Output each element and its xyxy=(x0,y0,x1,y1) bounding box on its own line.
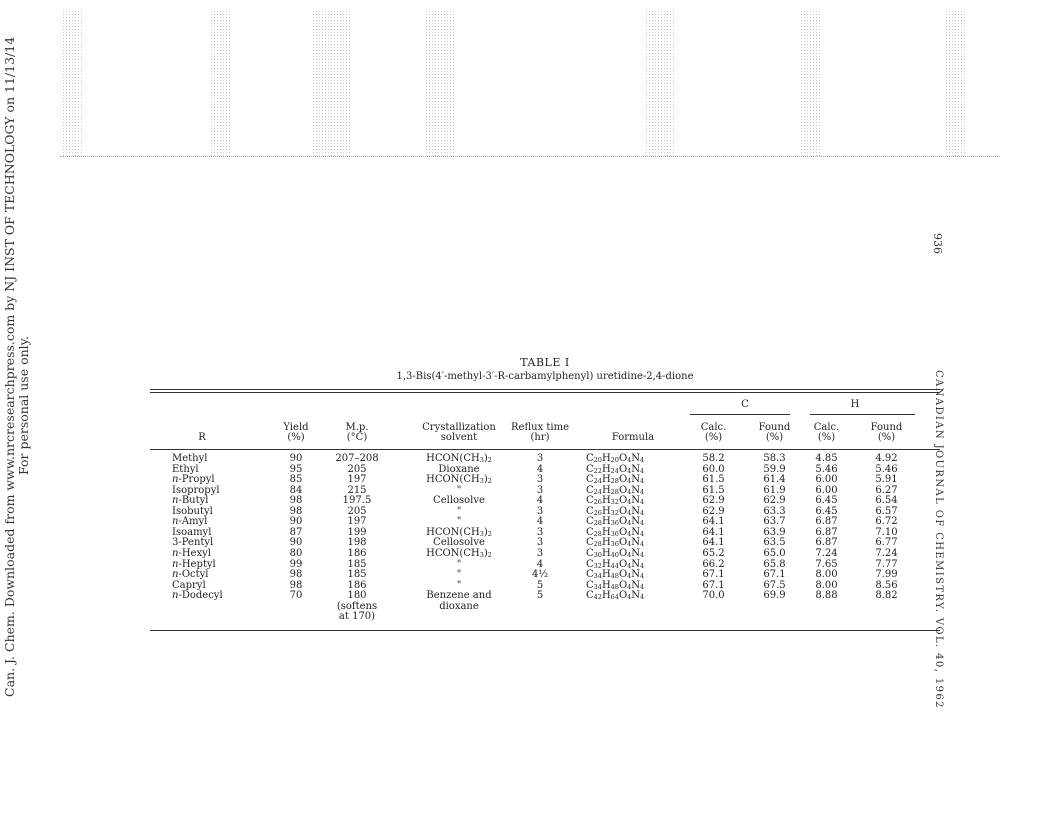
cell-h-found: 5.46 xyxy=(875,463,898,475)
cell-yield: 80 xyxy=(289,547,303,559)
page-number: 936 xyxy=(931,233,944,254)
cell-solvent: Cellosolve xyxy=(433,495,485,507)
cell-reflux-time: 3 xyxy=(536,453,544,464)
cell-c-calc: 66.2 xyxy=(702,558,725,570)
bleed-through-rule xyxy=(60,156,1000,157)
cell-h-found: 7.77 xyxy=(875,558,898,570)
cell-reflux-time: 3 xyxy=(536,526,544,538)
personal-use-notice: For personal use only. xyxy=(16,335,31,475)
cell-h-found: 6.72 xyxy=(875,516,898,528)
cell-c-calc: 64.1 xyxy=(702,516,725,528)
cell-h-calc: 6.87 xyxy=(815,526,838,538)
cell-c-found: 58.3 xyxy=(763,453,786,464)
cell-mp: 205 xyxy=(347,505,367,517)
table-top-rule-2 xyxy=(150,392,940,393)
cell-solvent: " xyxy=(456,505,462,517)
cell-reflux-time: 3 xyxy=(536,474,544,486)
cell-yield: 99 xyxy=(289,558,303,570)
cell-r: n-Propyl xyxy=(172,474,215,486)
cell-mp: 199 xyxy=(347,526,367,538)
cell-h-calc: 6.87 xyxy=(815,537,838,549)
cell-reflux-time: 4 xyxy=(536,516,544,528)
cell-formula: $C_{22}H_{24}O_4N_4$ xyxy=(586,463,645,475)
cell-reflux-time: 4½ xyxy=(531,569,549,581)
cell-reflux-time: 4 xyxy=(536,495,544,507)
cell-formula: $C_{26}H_{32}O_4N_4$ xyxy=(586,495,645,507)
cell-solvent: " xyxy=(456,558,462,570)
cell-yield: 90 xyxy=(289,516,303,528)
cell-h-found: 7.99 xyxy=(875,569,898,581)
cell-r: Methyl xyxy=(172,453,208,464)
cell-h-calc: 6.45 xyxy=(815,505,838,517)
cell-mp: 207–208 xyxy=(335,453,379,464)
cell-r: 3-Pentyl xyxy=(172,537,214,549)
cell-h-found: 6.77 xyxy=(875,537,898,549)
cell-reflux-time: 5 xyxy=(536,579,544,591)
cell-c-calc: 61.5 xyxy=(702,484,725,496)
cell-c-calc: 70.0 xyxy=(702,590,725,602)
cell-c-found: 65.0 xyxy=(763,547,786,559)
cell-yield: 90 xyxy=(289,453,303,464)
cell-solvent: " xyxy=(456,516,462,528)
cell-mp: 186 xyxy=(347,579,367,591)
cell-h-found: 6.57 xyxy=(875,505,898,517)
cell-c-calc: 60.0 xyxy=(702,463,725,475)
cell-formula: $C_{34}H_{48}O_4N_4$ xyxy=(586,569,645,581)
column-header-formula: Formula xyxy=(611,432,655,443)
table-title: TABLE I xyxy=(520,356,570,369)
table-subtitle: 1,3-Bis(4′-methyl-3′-R-carbamylphenyl) uretidine-2,4-dione xyxy=(396,371,694,382)
cell-solvent: " xyxy=(456,579,462,591)
cell-r: n-Octyl xyxy=(172,569,209,581)
cell-mp: 215 xyxy=(347,484,367,496)
cell-h-found: 6.54 xyxy=(875,495,898,507)
cell-yield: 98 xyxy=(289,569,303,581)
cell-r: n-Dodecyl xyxy=(172,590,223,602)
hydrogen-group-header: H xyxy=(850,399,860,410)
cell-yield: 98 xyxy=(289,579,303,591)
cell-formula: $C_{26}H_{32}O_4N_4$ xyxy=(586,505,645,517)
column-header-yield: Yield (%) xyxy=(283,422,309,443)
cell-mp: 186 xyxy=(347,547,367,559)
column-header-h-found: Found (%) xyxy=(870,422,903,443)
cell-h-found: 7.10 xyxy=(875,526,898,538)
hydrogen-group-rule xyxy=(810,414,915,415)
cell-r: Isoamyl xyxy=(172,526,212,538)
cell-c-found: 59.9 xyxy=(763,463,786,475)
cell-yield: 98 xyxy=(289,495,303,507)
header-bottom-rule xyxy=(150,449,940,450)
cell-h-found: 8.82 xyxy=(875,590,898,602)
cell-h-calc: 4.85 xyxy=(815,453,838,464)
cell-h-calc: 7.65 xyxy=(815,558,838,570)
cell-h-found: 4.92 xyxy=(875,453,898,464)
cell-solvent: " xyxy=(456,484,462,496)
cell-r: n-Hexyl xyxy=(172,547,211,559)
cell-c-found: 63.3 xyxy=(763,505,786,517)
cell-c-calc: 64.1 xyxy=(702,537,725,549)
bleed-through-strip xyxy=(210,10,232,158)
cell-c-found: 65.8 xyxy=(763,558,786,570)
cell-reflux-time: 5 xyxy=(536,590,544,602)
cell-mp: 185 xyxy=(347,558,367,570)
column-header-mp: M.p. (°C) xyxy=(345,422,369,443)
cell-c-found: 67.5 xyxy=(763,579,786,591)
cell-mp: 197 xyxy=(347,474,367,486)
cell-formula: $C_{28}H_{36}O_4N_4$ xyxy=(586,526,645,538)
cell-c-found: 61.4 xyxy=(763,474,786,486)
cell-h-calc: 8.88 xyxy=(815,590,838,602)
cell-c-found: 61.9 xyxy=(763,484,786,496)
cell-yield: 70 xyxy=(289,590,303,602)
cell-yield: 90 xyxy=(289,537,303,549)
cell-reflux-time: 4 xyxy=(536,558,544,570)
cell-formula: $C_{28}H_{36}O_4N_4$ xyxy=(586,516,645,528)
column-header-c-calc: Calc. (%) xyxy=(700,422,727,443)
bleed-through-strip xyxy=(312,10,352,158)
cell-formula: $C_{28}H_{36}O_4N_4$ xyxy=(586,537,645,549)
cell-h-found: 6.27 xyxy=(875,484,898,496)
cell-solvent: $HCON(CH_3)_2$ xyxy=(426,453,492,464)
cell-yield: 84 xyxy=(289,484,303,496)
cell-reflux-time: 3 xyxy=(536,537,544,549)
cell-h-calc: 6.00 xyxy=(815,484,838,496)
cell-yield: 87 xyxy=(289,526,303,538)
cell-c-calc: 62.9 xyxy=(702,495,725,507)
cell-mp: 205 xyxy=(347,463,367,475)
cell-mp: 197 xyxy=(347,516,367,528)
cell-c-calc: 61.5 xyxy=(702,474,725,486)
cell-r: Ethyl xyxy=(172,463,199,475)
column-header-solvent: Crystallization solvent xyxy=(422,422,496,443)
cell-yield: 85 xyxy=(289,474,303,486)
bleed-through-strip xyxy=(945,10,967,158)
running-head: CANADIAN JOURNAL OF CHEMISTRY. VOL. 40, 1962 xyxy=(933,370,944,709)
carbon-group-header: C xyxy=(741,399,749,410)
cell-h-found: 8.56 xyxy=(875,579,898,591)
carbon-group-rule xyxy=(690,414,790,415)
cell-r: n-Heptyl xyxy=(172,558,216,570)
cell-solvent: $HCON(CH_3)_2$ xyxy=(426,526,492,538)
column-header-h-calc: Calc. (%) xyxy=(813,422,840,443)
cell-formula: $C_{20}H_{20}O_4N_4$ xyxy=(586,453,645,464)
cell-formula: $C_{42}H_{64}O_4N_4$ xyxy=(586,590,645,602)
cell-mp: 198 xyxy=(347,537,367,549)
cell-mp: 180 (softens at 170) xyxy=(336,590,378,622)
cell-c-calc: 65.2 xyxy=(702,547,725,559)
cell-r: n-Butyl xyxy=(172,495,209,507)
cell-formula: $C_{24}H_{28}O_4N_4$ xyxy=(586,474,645,486)
bleed-through-strip xyxy=(645,10,675,158)
cell-solvent: Dioxane xyxy=(438,463,480,475)
cell-formula: $C_{24}H_{28}O_4N_4$ xyxy=(586,484,645,496)
cell-h-found: 7.24 xyxy=(875,547,898,559)
cell-h-calc: 6.45 xyxy=(815,495,838,507)
cell-solvent: $HCON(CH_3)_2$ xyxy=(426,474,492,486)
cell-c-found: 63.7 xyxy=(763,516,786,528)
cell-c-found: 63.9 xyxy=(763,526,786,538)
cell-c-calc: 58.2 xyxy=(702,453,725,464)
download-notice: Can. J. Chem. Downloaded from www.nrcresearchpress.com by NJ INST OF TECHNOLOGY on 11/13/14 xyxy=(2,36,17,697)
cell-h-calc: 6.87 xyxy=(815,516,838,528)
cell-solvent: Cellosolve xyxy=(433,537,485,549)
column-header-reflux-time: Reflux time (hr) xyxy=(511,422,569,443)
cell-c-found: 69.9 xyxy=(763,590,786,602)
table-bottom-rule xyxy=(150,630,940,631)
column-header-r: R xyxy=(198,432,206,443)
bleed-through-strip xyxy=(425,10,455,158)
column-header-c-found: Found (%) xyxy=(758,422,791,443)
cell-reflux-time: 4 xyxy=(536,463,544,475)
cell-mp: 197.5 xyxy=(342,495,372,507)
cell-c-calc: 67.1 xyxy=(702,579,725,591)
table-top-rule xyxy=(150,389,940,390)
cell-yield: 95 xyxy=(289,463,303,475)
cell-c-found: 67.1 xyxy=(763,569,786,581)
cell-h-found: 5.91 xyxy=(875,474,898,486)
cell-h-calc: 5.46 xyxy=(815,463,838,475)
cell-reflux-time: 3 xyxy=(536,484,544,496)
cell-r: Capryl xyxy=(172,579,206,591)
cell-formula: $C_{34}H_{48}O_4N_4$ xyxy=(586,579,645,591)
cell-solvent: Benzene and dioxane xyxy=(426,590,492,612)
cell-c-calc: 62.9 xyxy=(702,505,725,517)
bleed-through-strip xyxy=(800,10,822,158)
cell-formula: $C_{30}H_{40}O_4N_4$ xyxy=(586,547,645,559)
cell-h-calc: 6.00 xyxy=(815,474,838,486)
cell-formula: $C_{32}H_{44}O_4N_4$ xyxy=(586,558,645,570)
cell-r: Isobutyl xyxy=(172,505,213,517)
cell-c-calc: 64.1 xyxy=(702,526,725,538)
cell-h-calc: 8.00 xyxy=(815,569,838,581)
cell-yield: 98 xyxy=(289,505,303,517)
cell-c-calc: 67.1 xyxy=(702,569,725,581)
cell-c-found: 62.9 xyxy=(763,495,786,507)
cell-solvent: $HCON(CH_3)_2$ xyxy=(426,547,492,559)
cell-reflux-time: 3 xyxy=(536,547,544,559)
cell-solvent: " xyxy=(456,569,462,581)
cell-mp: 185 xyxy=(347,569,367,581)
cell-r: n-Amyl xyxy=(172,516,208,528)
cell-reflux-time: 3 xyxy=(536,505,544,517)
cell-h-calc: 8.00 xyxy=(815,579,838,591)
bleed-through-strip xyxy=(62,10,84,158)
cell-c-found: 63.5 xyxy=(763,537,786,549)
cell-h-calc: 7.24 xyxy=(815,547,838,559)
cell-r: Isopropyl xyxy=(172,484,220,496)
